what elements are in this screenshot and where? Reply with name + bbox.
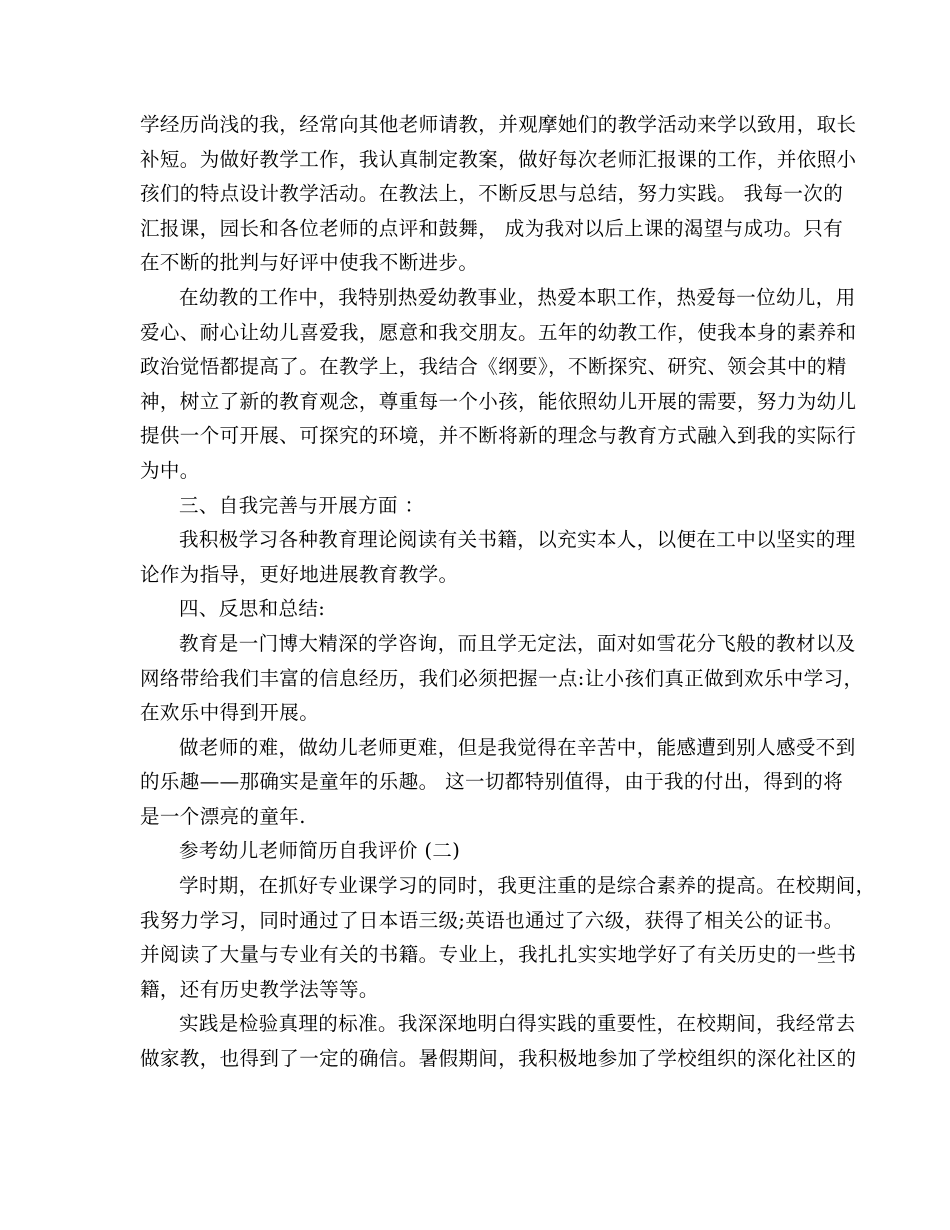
text-line-20: 的乐趣——那确实是童年的乐趣。 这一切都特别值得，由于我的付出，得到的将 (140, 770, 844, 794)
text-line-9: 神，树立了新的教育观念，尊重每一个小孩，能依照幼儿开展的需要，努力为幼儿 (140, 389, 857, 413)
text-line-19: 做老师的难，做幼儿老师更难，但是我觉得在辛苦中，能感遭到别人感受不到 (179, 735, 856, 759)
text-line-21: 是一个漂亮的童年. (140, 804, 306, 828)
text-line-2: 补短。为做好教学工作，我认真制定教案，做好每次老师汇报课的工作，并依照小 (140, 147, 857, 171)
section-title-2: 参考幼儿老师简历自我评价 (二) (179, 839, 461, 863)
text-line-17: 网络带给我们丰富的信息经历，我们必须把握一点:让小孩们真正做到欢乐中学习， (140, 666, 864, 690)
section-heading-4: 四、反思和总结: (179, 597, 326, 621)
text-line-24: 我努力学习，同时通过了日本语三级;英语也通过了六级，获得了相关公的证书。 (140, 908, 844, 932)
text-line-13: 我积极学习各种教育理论阅读有关书籍，以充实本人，以便在工中以坚实的理 (179, 528, 856, 552)
text-line-27: 实践是检验真理的标准。我深深地明白得实践的重要性，在校期间，我经常去 (179, 1012, 856, 1036)
text-line-28: 做家教，也得到了一定的确信。暑假期间，我积极地参加了学校组织的深化社区的 (140, 1047, 857, 1071)
text-line-10: 提供一个可开展、可探究的环境，并不断将新的理念与教育方式融入到我的实际行 (140, 424, 857, 448)
text-line-23: 学时期，在抓好专业课学习的同时，我更注重的是综合素养的提高。在校期间， (179, 874, 876, 898)
text-line-3: 孩们的特点设计教学活动。在教法上，不断反思与总结，努力实践。 我每一次的 (140, 182, 844, 206)
text-line-4: 汇报课，园长和各位老师的点评和鼓舞， 成为我对以后上课的渴望与成功。只有 (140, 216, 844, 240)
text-line-7: 爱心、耐心让幼儿喜爱我，愿意和我交朋友。五年的幼教工作，使我本身的素养和 (140, 320, 857, 344)
text-line-18: 在欢乐中得到开展。 (140, 701, 320, 725)
text-line-25: 并阅读了大量与专业有关的书籍。专业上，我扎扎实实地学好了有关历史的一些书 (140, 943, 857, 967)
text-line-8: 政治觉悟都提高了。在教学上，我结合《纲要》，不断探究、研究、领会其中的精 (140, 355, 847, 379)
section-heading-3: 三、自我完善与开展方面 ： (179, 493, 425, 517)
text-line-11: 为中。 (140, 458, 200, 482)
text-line-14: 论作为指导，更好地进展教育教学。 (140, 562, 459, 586)
text-line-1: 学经历尚浅的我，经常向其他老师请教，并观摩她们的教学活动来学以致用，取长 (140, 113, 857, 136)
text-line-5: 在不断的批判与好评中使我不断进步。 (140, 251, 479, 275)
document-page (140, 108, 876, 1077)
text-line-6: 在幼教的工作中，我特别热爱幼教事业，热爱本职工作，热爱每一位幼儿，用 (179, 285, 856, 309)
text-line-16: 教育是一门博大精深的学咨询，而且学无定法，面对如雪花分飞般的教材以及 (179, 631, 856, 655)
text-line-26: 籍，还有历史教学法等等。 (140, 977, 379, 1001)
